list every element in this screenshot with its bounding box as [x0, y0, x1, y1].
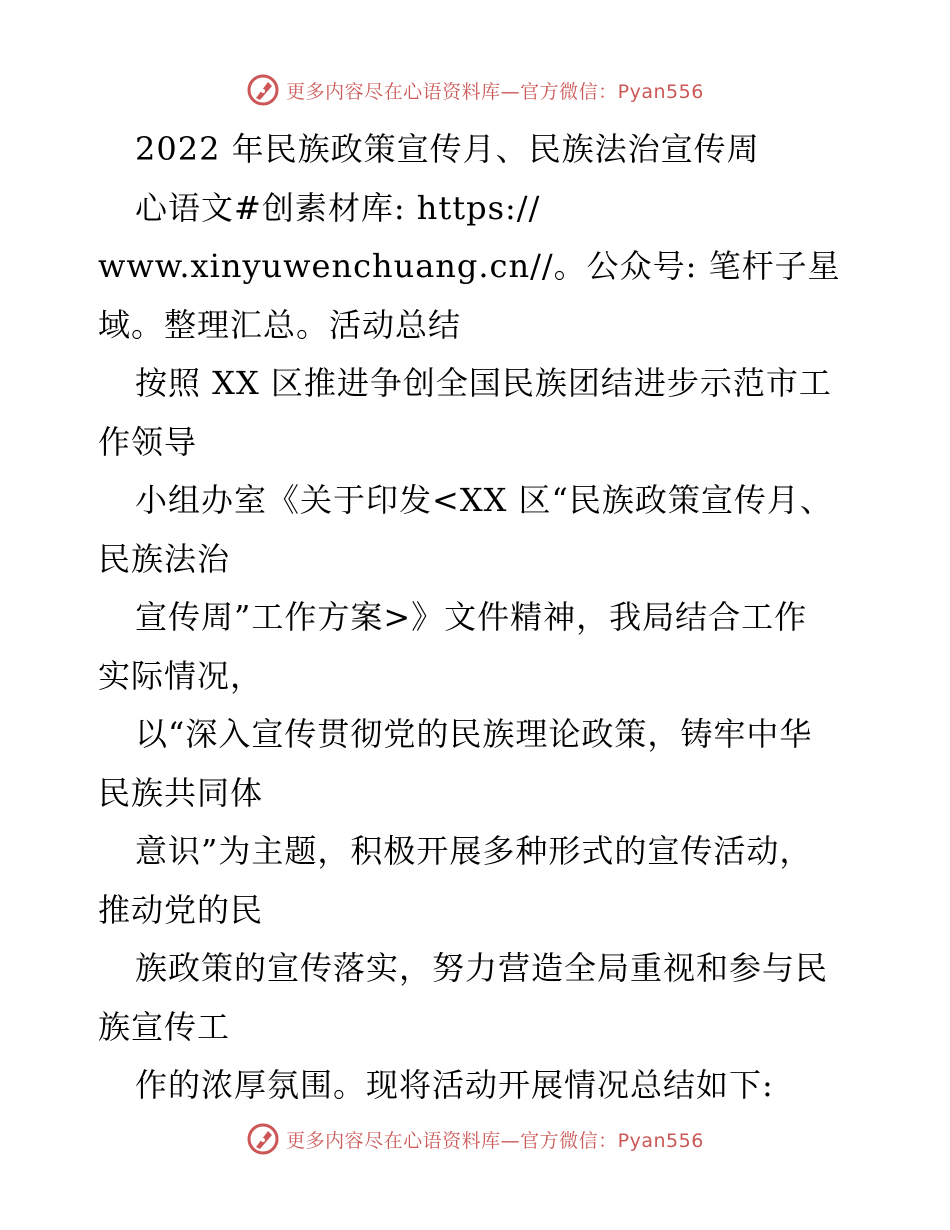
- footer-watermark-text: 更多内容尽在心语资料库—官方微信：Pyan556: [286, 1129, 704, 1152]
- document-line: 域。整理汇总。活动总结: [98, 305, 462, 344]
- footer-watermark-group: [246, 1122, 704, 1156]
- document-line: 以“深入宣传贯彻党的民族理论政策，铸牢中华: [135, 715, 813, 753]
- document-line: 心语文#创素材库: https://: [135, 188, 541, 227]
- header-watermark-banner: [0, 70, 950, 110]
- document-line: 民族法治: [98, 539, 231, 578]
- document-line: 民族共同体: [98, 773, 264, 812]
- document-line: 族宣传工: [98, 1007, 231, 1046]
- document-line: 意识”为主题，积极开展多种形式的宣传活动，: [135, 832, 813, 870]
- header-watermark-group: [246, 73, 704, 107]
- document-line: 作领导: [98, 422, 198, 461]
- document-line: 小组办室《关于印发<XX 区“民族政策宣传月、: [135, 481, 833, 519]
- document-line: 作的浓厚氛围。现将活动开展情况总结如下:: [135, 1066, 774, 1104]
- document-line: 推动党的民: [98, 890, 264, 929]
- document-line: 宣传周”工作方案>》文件精神，我局结合工作: [135, 598, 808, 636]
- document-line: 2022 年民族政策宣传月、民族法治宣传周: [135, 130, 760, 168]
- footer-watermark-banner: [0, 1119, 950, 1159]
- header-watermark-text: 更多内容尽在心语资料库—官方微信：Pyan556: [286, 80, 704, 103]
- document-body: [98, 120, 858, 1115]
- document-line: 实际情况，: [98, 656, 264, 695]
- document-line: www.xinyuwenchuang.cn//。公众号: 笔杆子星: [98, 247, 841, 285]
- document-line: 族政策的宣传落实，努力营造全局重视和参与民: [135, 949, 829, 987]
- pen-nib-logo-icon: [246, 73, 280, 107]
- pen-nib-logo-icon: [246, 1122, 280, 1156]
- document-line: 按照 XX 区推进争创全国民族团结进步示范市工: [135, 364, 832, 402]
